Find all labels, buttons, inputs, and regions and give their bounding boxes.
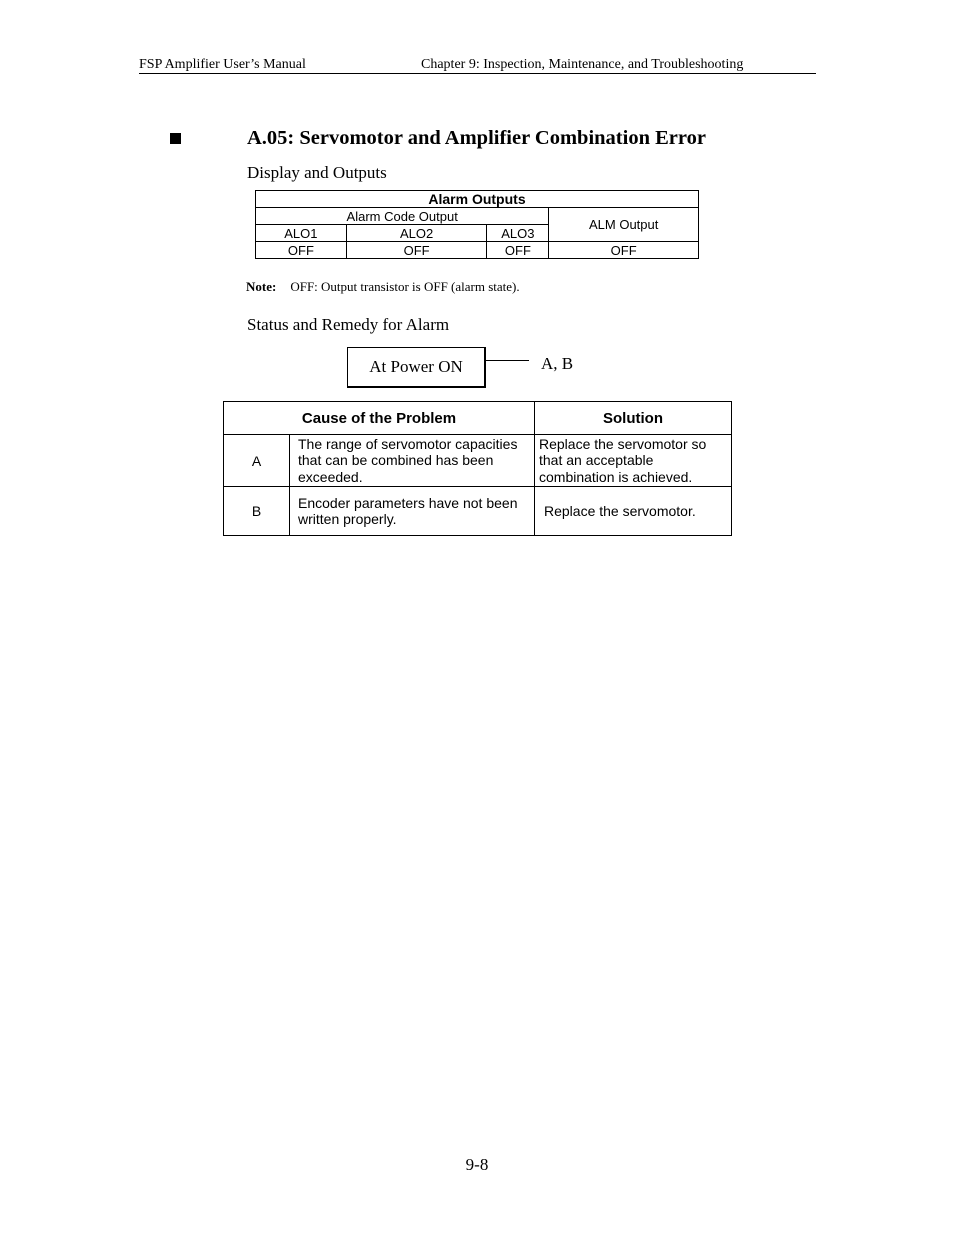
power-on-causes-label: A, B	[541, 354, 574, 373]
alm-output-header: ALM Output	[549, 208, 699, 242]
cause-text: Encoder parameters have not been written properly.	[290, 487, 535, 536]
section-title: A.05: Servomotor and Amplifier Combination Error	[247, 127, 706, 149]
status-remedy-heading: Status and Remedy for Alarm	[247, 315, 450, 334]
note-label: Note:	[246, 279, 277, 294]
power-on-state-box	[347, 347, 486, 388]
display-outputs-heading: Display and Outputs	[247, 163, 387, 182]
table-row	[224, 487, 732, 536]
cause-id: B	[224, 487, 290, 536]
alo2-header: ALO2	[346, 225, 487, 242]
solution-header: Solution	[535, 402, 732, 435]
cause-solution-table	[223, 401, 732, 536]
power-on-connector-line	[485, 360, 529, 361]
header-rule	[139, 73, 816, 74]
alm-output-value: OFF	[549, 242, 699, 259]
alo3-header: ALO3	[487, 225, 549, 242]
cause-text: The range of servomotor capacities that can be combined has been exceeded.	[290, 435, 535, 487]
alarm-outputs-table	[255, 190, 699, 259]
alo2-value: OFF	[346, 242, 487, 259]
page-number: 9-8	[465, 1155, 489, 1174]
solution-text: Replace the servomotor.	[535, 487, 732, 536]
square-bullet-icon	[170, 133, 181, 144]
alo1-value: OFF	[256, 242, 347, 259]
alo3-value: OFF	[487, 242, 549, 259]
solution-text: Replace the servomotor so that an acceptable combination is achieved.	[535, 435, 732, 487]
table-row	[224, 435, 732, 487]
header-chapter-title: Chapter 9: Inspection, Maintenance, and Troubleshooting	[421, 57, 744, 72]
alarm-outputs-title: Alarm Outputs	[256, 191, 699, 208]
cause-id: A	[224, 435, 290, 487]
header-manual-title: FSP Amplifier User’s Manual	[139, 57, 306, 72]
alarm-code-output-header: Alarm Code Output	[256, 208, 549, 225]
alo1-header: ALO1	[256, 225, 347, 242]
note-text: OFF: Output transistor is OFF (alarm state).	[290, 279, 520, 294]
cause-header: Cause of the Problem	[224, 402, 535, 435]
note	[246, 279, 520, 295]
power-on-label: At Power ON	[369, 357, 463, 376]
